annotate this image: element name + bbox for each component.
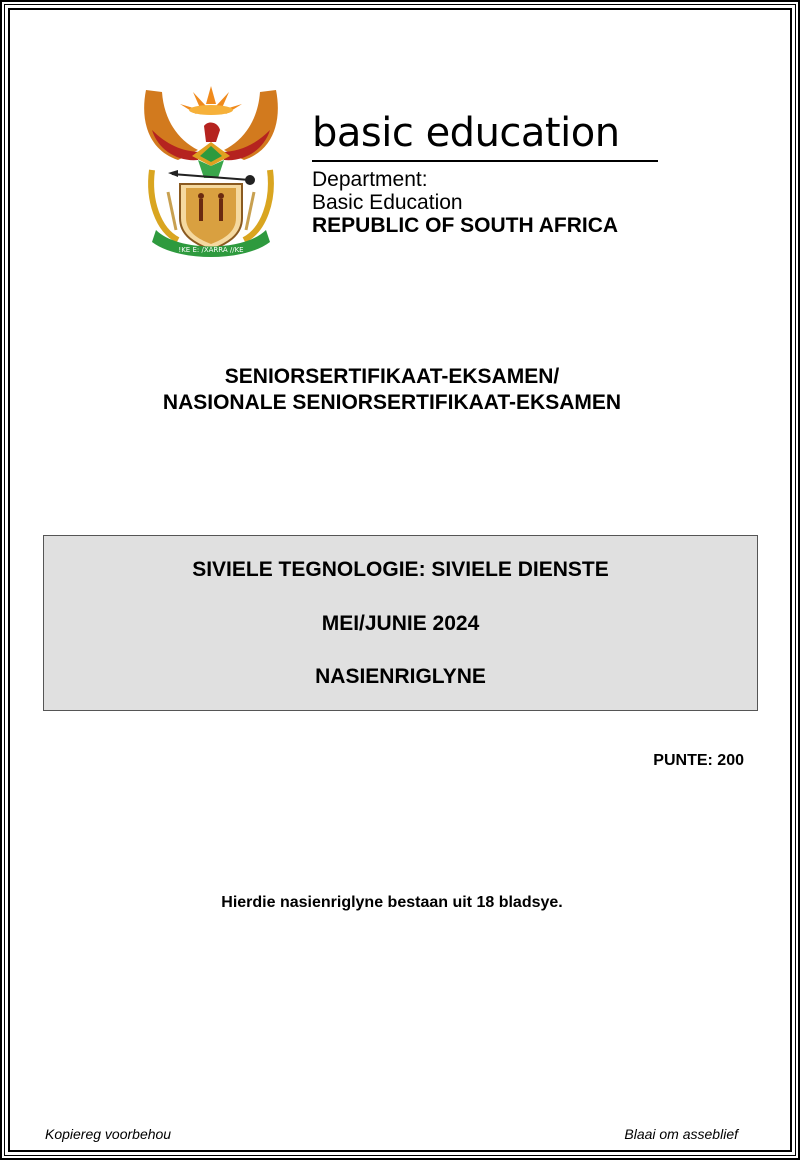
department-label: Department:: [312, 168, 428, 191]
department-branding: [312, 110, 660, 237]
footer-turn-over: Blaai om asseblief: [624, 1126, 738, 1142]
subject-title: SIVIELE TEGNOLOGIE: SIVIELE DIENSTE: [192, 558, 609, 581]
department-name: Basic Education: [312, 191, 463, 214]
footer-copyright: Kopiereg voorbehou: [45, 1126, 172, 1142]
page-count-note: Hierdie nasienriglyne bestaan uit 18 bladsye.: [221, 894, 563, 911]
subject-box: [43, 535, 758, 711]
exam-heading-line1: SENIORSERTIFIKAAT-EKSAMEN/: [224, 365, 560, 388]
exam-heading-line2: NASIONALE SENIORSERTIFIKAAT-EKSAMEN: [162, 391, 622, 414]
document-type: NASIENRIGLYNE: [315, 665, 486, 688]
exam-heading: [0, 364, 784, 416]
exam-session: MEI/JUNIE 2024: [321, 612, 480, 635]
svg-text:!KE E: /XARRA //KE: !KE E: /XARRA //KE: [178, 246, 244, 254]
total-marks: PUNTE: 200: [653, 752, 744, 769]
brand-divider: [312, 160, 658, 162]
brand-title: basic education: [312, 110, 620, 156]
coat-of-arms-icon: [138, 80, 284, 260]
country-name: REPUBLIC OF SOUTH AFRICA: [312, 214, 619, 237]
